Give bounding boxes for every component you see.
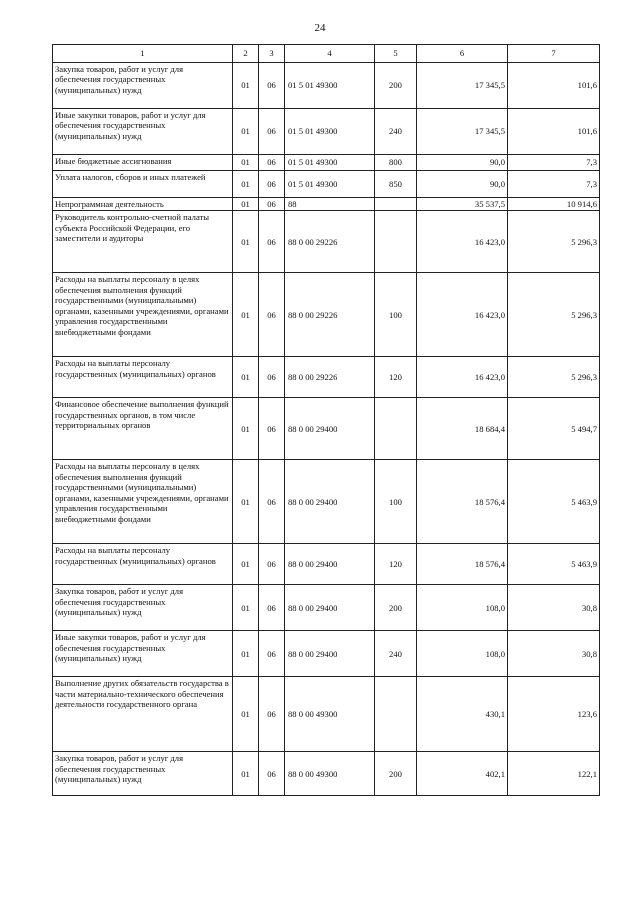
- subsection-code-cell: 06: [259, 631, 285, 677]
- executed-amount-cell: 5 463,9: [508, 460, 600, 544]
- row-name-cell: Иные закупки товаров, работ и услуг для обеспечения государственных (муниципальных) нужд: [53, 109, 233, 155]
- target-article-cell: 88 0 00 29400: [285, 544, 375, 585]
- section-code-cell: 01: [233, 460, 259, 544]
- row-name-cell: Расходы на выплаты персоналу в целях обеспечения выполнения функций государственными (муниципальными) органами, казенными учреждениями, органами управления государственными внебюджетными фондами: [53, 273, 233, 357]
- table-header-row: [53, 45, 600, 63]
- row-name-cell: Выполнение других обязательств государства в части материально-технического обеспечения деятельности государственного органа: [53, 677, 233, 752]
- amount-cell: 18 576,4: [417, 460, 508, 544]
- subsection-code-cell: 06: [259, 677, 285, 752]
- amount-cell: 18 576,4: [417, 544, 508, 585]
- target-article-cell: 01 5 01 49300: [285, 171, 375, 198]
- expense-type-cell: [375, 211, 417, 273]
- table-row: [53, 171, 600, 198]
- executed-amount-cell: 7,3: [508, 155, 600, 171]
- executed-amount-cell: 7,3: [508, 171, 600, 198]
- expense-type-cell: 120: [375, 357, 417, 398]
- amount-cell: 108,0: [417, 585, 508, 631]
- executed-amount-cell: 10 914,6: [508, 198, 600, 211]
- executed-amount-cell: 5 494,7: [508, 398, 600, 460]
- section-code-cell: 01: [233, 109, 259, 155]
- column-header: 2: [233, 45, 259, 63]
- amount-cell: 402,1: [417, 752, 508, 796]
- amount-cell: 17 345,5: [417, 63, 508, 109]
- target-article-cell: 88 0 00 29400: [285, 460, 375, 544]
- subsection-code-cell: 06: [259, 211, 285, 273]
- section-code-cell: 01: [233, 273, 259, 357]
- target-article-cell: 88 0 00 29400: [285, 398, 375, 460]
- expense-type-cell: 200: [375, 63, 417, 109]
- table-row: [53, 198, 600, 211]
- section-code-cell: 01: [233, 63, 259, 109]
- subsection-code-cell: 06: [259, 585, 285, 631]
- amount-cell: 17 345,5: [417, 109, 508, 155]
- expense-type-cell: 850: [375, 171, 417, 198]
- amount-cell: 35 537,5: [417, 198, 508, 211]
- table-row: [53, 63, 600, 109]
- amount-cell: 430,1: [417, 677, 508, 752]
- subsection-code-cell: 06: [259, 155, 285, 171]
- amount-cell: 16 423,0: [417, 357, 508, 398]
- section-code-cell: 01: [233, 198, 259, 211]
- expense-type-cell: [375, 677, 417, 752]
- executed-amount-cell: 5 296,3: [508, 357, 600, 398]
- expense-type-cell: 240: [375, 631, 417, 677]
- target-article-cell: 88 0 00 29400: [285, 585, 375, 631]
- expense-type-cell: 240: [375, 109, 417, 155]
- page-number: 24: [314, 22, 326, 34]
- section-code-cell: 01: [233, 398, 259, 460]
- section-code-cell: 01: [233, 585, 259, 631]
- expense-type-cell: 200: [375, 752, 417, 796]
- section-code-cell: 01: [233, 357, 259, 398]
- row-name-cell: Закупка товаров, работ и услуг для обеспечения государственных (муниципальных) нужд: [53, 585, 233, 631]
- executed-amount-cell: 30,8: [508, 585, 600, 631]
- column-header: 1: [53, 45, 233, 63]
- section-code-cell: 01: [233, 631, 259, 677]
- amount-cell: 16 423,0: [417, 211, 508, 273]
- table-row: [53, 109, 600, 155]
- executed-amount-cell: 5 296,3: [508, 211, 600, 273]
- table-row: [53, 398, 600, 460]
- row-name-cell: Финансовое обеспечение выполнения функций государственных органов, в том числе территориальных органов: [53, 398, 233, 460]
- expense-type-cell: [375, 198, 417, 211]
- expense-type-cell: 120: [375, 544, 417, 585]
- subsection-code-cell: 06: [259, 198, 285, 211]
- amount-cell: 18 684,4: [417, 398, 508, 460]
- row-name-cell: Закупка товаров, работ и услуг для обеспечения государственных (муниципальных) нужд: [53, 752, 233, 796]
- section-code-cell: 01: [233, 155, 259, 171]
- expense-type-cell: 100: [375, 273, 417, 357]
- row-name-cell: Непрограммная деятельность: [53, 198, 233, 211]
- subsection-code-cell: 06: [259, 460, 285, 544]
- executed-amount-cell: 5 463,9: [508, 544, 600, 585]
- budget-table: [52, 44, 600, 796]
- row-name-cell: Иные бюджетные ассигнования: [53, 155, 233, 171]
- target-article-cell: 01 5 01 49300: [285, 63, 375, 109]
- target-article-cell: 88 0 00 49300: [285, 677, 375, 752]
- section-code-cell: 01: [233, 171, 259, 198]
- subsection-code-cell: 06: [259, 752, 285, 796]
- subsection-code-cell: 06: [259, 357, 285, 398]
- table-row: [53, 155, 600, 171]
- target-article-cell: 88 0 00 29226: [285, 357, 375, 398]
- target-article-cell: 01 5 01 49300: [285, 109, 375, 155]
- executed-amount-cell: 123,6: [508, 677, 600, 752]
- subsection-code-cell: 06: [259, 109, 285, 155]
- amount-cell: 90,0: [417, 155, 508, 171]
- table-row: [53, 460, 600, 544]
- target-article-cell: 88 0 00 29226: [285, 273, 375, 357]
- target-article-cell: 88: [285, 198, 375, 211]
- table-row: [53, 211, 600, 273]
- target-article-cell: 88 0 00 49300: [285, 752, 375, 796]
- column-header: 6: [417, 45, 508, 63]
- row-name-cell: Расходы на выплаты персоналу в целях обеспечения выполнения функций государственными (муниципальными) органами, казенными учреждениями, органами управления государственными внебюджетными фондами: [53, 460, 233, 544]
- table-row: [53, 677, 600, 752]
- amount-cell: 108,0: [417, 631, 508, 677]
- amount-cell: 16 423,0: [417, 273, 508, 357]
- section-code-cell: 01: [233, 752, 259, 796]
- executed-amount-cell: 30,8: [508, 631, 600, 677]
- row-name-cell: Расходы на выплаты персоналу государственных (муниципальных) органов: [53, 357, 233, 398]
- amount-cell: 90,0: [417, 171, 508, 198]
- executed-amount-cell: 122,1: [508, 752, 600, 796]
- expense-type-cell: [375, 398, 417, 460]
- column-header: 7: [508, 45, 600, 63]
- row-name-cell: Расходы на выплаты персоналу государственных (муниципальных) органов: [53, 544, 233, 585]
- expense-type-cell: 800: [375, 155, 417, 171]
- section-code-cell: 01: [233, 544, 259, 585]
- subsection-code-cell: 06: [259, 171, 285, 198]
- executed-amount-cell: 5 296,3: [508, 273, 600, 357]
- row-name-cell: Руководитель контрольно-счетной палаты субъекта Российской Федерации, его заместители и аудиторы: [53, 211, 233, 273]
- section-code-cell: 01: [233, 211, 259, 273]
- executed-amount-cell: 101,6: [508, 63, 600, 109]
- table-row: [53, 273, 600, 357]
- table-row: [53, 357, 600, 398]
- target-article-cell: 01 5 01 49300: [285, 155, 375, 171]
- table-row: [53, 631, 600, 677]
- table-row: [53, 752, 600, 796]
- column-header: 5: [375, 45, 417, 63]
- executed-amount-cell: 101,6: [508, 109, 600, 155]
- subsection-code-cell: 06: [259, 544, 285, 585]
- target-article-cell: 88 0 00 29400: [285, 631, 375, 677]
- subsection-code-cell: 06: [259, 63, 285, 109]
- table-row: [53, 585, 600, 631]
- target-article-cell: 88 0 00 29226: [285, 211, 375, 273]
- column-header: 3: [259, 45, 285, 63]
- expense-type-cell: 200: [375, 585, 417, 631]
- row-name-cell: Уплата налогов, сборов и иных платежей: [53, 171, 233, 198]
- column-header: 4: [285, 45, 375, 63]
- expense-type-cell: 100: [375, 460, 417, 544]
- section-code-cell: 01: [233, 677, 259, 752]
- table-row: [53, 544, 600, 585]
- row-name-cell: Иные закупки товаров, работ и услуг для обеспечения государственных (муниципальных) нужд: [53, 631, 233, 677]
- subsection-code-cell: 06: [259, 398, 285, 460]
- subsection-code-cell: 06: [259, 273, 285, 357]
- row-name-cell: Закупка товаров, работ и услуг для обеспечения государственных (муниципальных) нужд: [53, 63, 233, 109]
